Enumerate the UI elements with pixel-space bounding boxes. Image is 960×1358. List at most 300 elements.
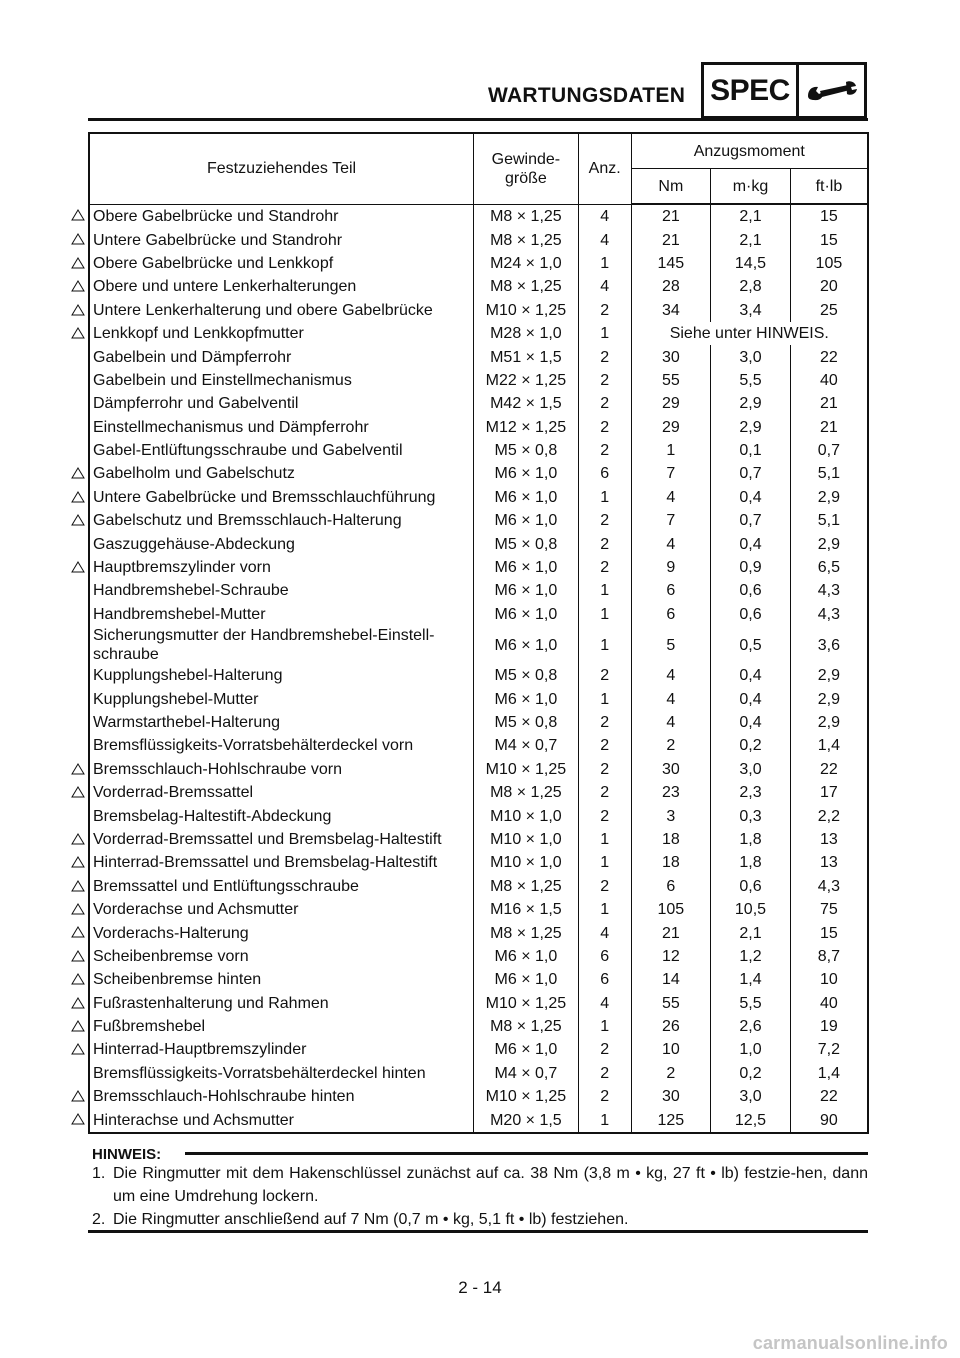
cell-qty: 2 [578, 1062, 631, 1085]
cell-part: Vorderachs-Halterung [89, 921, 474, 944]
cell-thread: M10 × 1,25 [474, 299, 579, 322]
cell-mkg: 1,4 [711, 968, 791, 991]
cell-part: Untere Lenkerhalterung und obere Gabelbrücke [89, 299, 474, 322]
cell-thread: M24 × 1,0 [474, 252, 579, 275]
cell-qty: 4 [578, 204, 631, 228]
table-row [89, 898, 868, 921]
cell-part: Bremsflüssigkeits-Vorratsbehälterdeckel hinten [89, 1062, 474, 1085]
cell-thread: M22 × 1,25 [474, 369, 579, 392]
cell-thread: M4 × 0,7 [474, 1062, 579, 1085]
cell-qty: 2 [578, 875, 631, 898]
cell-mkg: 0,4 [711, 486, 791, 509]
table-row [89, 851, 868, 874]
header-qty: Anz. [578, 133, 631, 204]
cell-part: Scheibenbremse vorn [89, 945, 474, 968]
table-row [89, 921, 868, 944]
table-row [89, 711, 868, 734]
cell-ftlb: 22 [790, 758, 868, 781]
table-row [89, 804, 868, 827]
cell-nm: 7 [631, 462, 711, 485]
cell-nm: 145 [631, 252, 711, 275]
cell-nm: 29 [631, 392, 711, 415]
spec-label: SPEC [704, 65, 799, 116]
cell-mkg: 2,6 [711, 1015, 791, 1038]
cell-qty: 4 [578, 921, 631, 944]
cell-qty: 4 [578, 228, 631, 251]
warning-triangle-icon [71, 327, 85, 339]
cell-mkg: 5,5 [711, 992, 791, 1015]
header-torque: Anzugsmoment [631, 133, 868, 169]
cell-ftlb: 1,4 [790, 1062, 868, 1085]
table-row [89, 579, 868, 602]
cell-mkg: 2,8 [711, 275, 791, 298]
cell-mkg: 5,5 [711, 369, 791, 392]
table-row [89, 228, 868, 251]
cell-ftlb: 22 [790, 1085, 868, 1108]
cell-mkg: 0,6 [711, 579, 791, 602]
cell-nm: 34 [631, 299, 711, 322]
cell-thread: M8 × 1,25 [474, 1015, 579, 1038]
cell-qty: 1 [578, 579, 631, 602]
cell-nm: 5 [631, 626, 711, 664]
cell-qty: 2 [578, 439, 631, 462]
cell-part: Sicherungsmutter der Handbremshebel-Einstell-schraube [89, 626, 474, 664]
table-row [89, 875, 868, 898]
cell-nm: 105 [631, 898, 711, 921]
header-rule [88, 118, 868, 121]
table-row [89, 828, 868, 851]
cell-qty: 6 [578, 968, 631, 991]
cell-ftlb: 2,2 [790, 804, 868, 827]
bottom-rule [88, 1230, 868, 1233]
cell-ftlb: 7,2 [790, 1038, 868, 1061]
cell-qty: 6 [578, 945, 631, 968]
cell-qty: 2 [578, 781, 631, 804]
cell-part: Warmstarthebel-Halterung [89, 711, 474, 734]
cell-nm: 125 [631, 1108, 711, 1132]
warning-triangle-icon [71, 514, 85, 526]
cell-nm: 4 [631, 711, 711, 734]
warning-triangle-icon [71, 763, 85, 775]
cell-thread: M8 × 1,25 [474, 275, 579, 298]
table-row [89, 664, 868, 687]
cell-part: Gabelholm und Gabelschutz [89, 462, 474, 485]
warning-triangle-icon [71, 973, 85, 985]
table-row [89, 532, 868, 555]
cell-nm: 2 [631, 734, 711, 757]
cell-part: Obere und untere Lenkerhalterungen [89, 275, 474, 298]
table-row [89, 1015, 868, 1038]
cell-ftlb: 21 [790, 416, 868, 439]
cell-qty: 2 [578, 1038, 631, 1061]
cell-thread: M5 × 0,8 [474, 664, 579, 687]
cell-part: Bremsflüssigkeits-Vorratsbehälterdeckel vorn [89, 734, 474, 757]
cell-ftlb: 40 [790, 369, 868, 392]
cell-mkg: 0,4 [711, 532, 791, 555]
cell-ftlb: 2,9 [790, 711, 868, 734]
header-ftlb: ft·lb [790, 169, 868, 205]
cell-part: Gabel-Entlüftungsschraube und Gabelventil [89, 439, 474, 462]
cell-qty: 6 [578, 462, 631, 485]
cell-thread: M8 × 1,25 [474, 875, 579, 898]
warning-triangle-icon [71, 926, 85, 938]
cell-qty: 1 [578, 1108, 631, 1132]
cell-mkg: 0,6 [711, 603, 791, 626]
cell-nm: 55 [631, 992, 711, 1015]
warning-triangle-icon [71, 786, 85, 798]
spec-badge [701, 62, 867, 119]
table-row [89, 252, 868, 275]
cell-thread: M10 × 1,0 [474, 828, 579, 851]
cell-nm: 3 [631, 804, 711, 827]
table-row [89, 992, 868, 1015]
table-row [89, 758, 868, 781]
cell-mkg: 2,9 [711, 392, 791, 415]
cell-part: Gabelbein und Einstellmechanismus [89, 369, 474, 392]
table-row [89, 734, 868, 757]
watermark: carmanualsonline.info [752, 1333, 948, 1353]
cell-part: Gabelschutz und Bremsschlauch-Halterung [89, 509, 474, 532]
cell-thread: M6 × 1,0 [474, 556, 579, 579]
note-number: 2. [92, 1211, 106, 1228]
cell-part: Untere Gabelbrücke und Bremsschlauchführung [89, 486, 474, 509]
warning-triangle-icon [71, 950, 85, 962]
cell-nm: 4 [631, 532, 711, 555]
cell-ftlb: 8,7 [790, 945, 868, 968]
cell-ftlb: 5,1 [790, 509, 868, 532]
cell-part: Gaszuggehäuse-Abdeckung [89, 532, 474, 555]
table-row [89, 1038, 868, 1061]
cell-part: Untere Gabelbrücke und Standrohr [89, 228, 474, 251]
cell-thread: M5 × 0,8 [474, 711, 579, 734]
cell-nm: 18 [631, 828, 711, 851]
cell-qty: 2 [578, 1085, 631, 1108]
cell-mkg: 3,0 [711, 345, 791, 368]
cell-thread: M6 × 1,0 [474, 968, 579, 991]
cell-ftlb: 15 [790, 228, 868, 251]
cell-nm: 1 [631, 439, 711, 462]
cell-ftlb: 75 [790, 898, 868, 921]
cell-nm: 10 [631, 1038, 711, 1061]
cell-part: Fußbremshebel [89, 1015, 474, 1038]
cell-qty: 2 [578, 758, 631, 781]
cell-ftlb: 105 [790, 252, 868, 275]
cell-mkg: 12,5 [711, 1108, 791, 1132]
cell-mkg: 0,3 [711, 804, 791, 827]
cell-part: Scheibenbremse hinten [89, 968, 474, 991]
cell-part: Hinterachse und Achsmutter [89, 1108, 474, 1132]
cell-thread: M6 × 1,0 [474, 687, 579, 710]
cell-part: Einstellmechanismus und Dämpferrohr [89, 416, 474, 439]
cell-ftlb: 21 [790, 392, 868, 415]
cell-nm: 21 [631, 228, 711, 251]
warning-triangle-icon [71, 280, 85, 292]
warning-triangle-icon [71, 880, 85, 892]
cell-nm: 55 [631, 369, 711, 392]
warning-triangle-icon [71, 997, 85, 1009]
cell-part: Kupplungshebel-Halterung [89, 664, 474, 687]
hinweis-label: HINWEIS: [92, 1146, 162, 1163]
warning-triangle-icon [71, 833, 85, 845]
cell-nm: 6 [631, 579, 711, 602]
table-row [89, 1085, 868, 1108]
cell-ftlb: 13 [790, 828, 868, 851]
cell-nm: 14 [631, 968, 711, 991]
cell-nm: 2 [631, 1062, 711, 1085]
cell-nm: 30 [631, 1085, 711, 1108]
header-part: Festzuziehendes Teil [89, 133, 474, 204]
page-number: 2 - 14 [458, 1278, 502, 1297]
cell-thread: M5 × 0,8 [474, 439, 579, 462]
cell-qty: 2 [578, 556, 631, 579]
cell-part: Dämpferrohr und Gabelventil [89, 392, 474, 415]
cell-ftlb: 6,5 [790, 556, 868, 579]
cell-mkg: 0,1 [711, 439, 791, 462]
cell-mkg: 2,1 [711, 228, 791, 251]
cell-part: Bremsbelag-Haltestift-Abdeckung [89, 804, 474, 827]
table-row [89, 416, 868, 439]
table-row [89, 687, 868, 710]
cell-qty: 1 [578, 851, 631, 874]
cell-thread: M10 × 1,25 [474, 758, 579, 781]
cell-ftlb: 15 [790, 921, 868, 944]
cell-mkg: 3,0 [711, 1085, 791, 1108]
cell-ftlb: 15 [790, 204, 868, 228]
cell-part: Bremsschlauch-Hohlschraube vorn [89, 758, 474, 781]
header-mkg: m·kg [711, 169, 791, 205]
cell-qty: 4 [578, 275, 631, 298]
table-row [89, 626, 868, 664]
cell-nm: 29 [631, 416, 711, 439]
cell-qty: 2 [578, 416, 631, 439]
cell-thread: M8 × 1,25 [474, 204, 579, 228]
cell-mkg: 2,3 [711, 781, 791, 804]
cell-part: Lenkkopf und Lenkkopfmutter [89, 322, 474, 345]
cell-qty: 2 [578, 532, 631, 555]
cell-qty: 2 [578, 392, 631, 415]
cell-qty: 1 [578, 486, 631, 509]
cell-qty: 1 [578, 626, 631, 664]
cell-mkg: 0,4 [711, 664, 791, 687]
cell-thread: M16 × 1,5 [474, 898, 579, 921]
cell-mkg: 1,2 [711, 945, 791, 968]
cell-part: Vorderachse und Achsmutter [89, 898, 474, 921]
cell-thread: M6 × 1,0 [474, 603, 579, 626]
cell-thread: M6 × 1,0 [474, 626, 579, 664]
cell-nm: 30 [631, 758, 711, 781]
table-row [89, 509, 868, 532]
cell-thread: M8 × 1,25 [474, 921, 579, 944]
cell-mkg: 0,2 [711, 1062, 791, 1085]
cell-part: Hinterrad-Bremssattel und Bremsbelag-Haltestift [89, 851, 474, 874]
cell-ftlb: 22 [790, 345, 868, 368]
table-row [89, 1108, 868, 1132]
cell-qty: 2 [578, 369, 631, 392]
cell-mkg: 3,4 [711, 299, 791, 322]
cell-ftlb: 13 [790, 851, 868, 874]
cell-ftlb: 1,4 [790, 734, 868, 757]
cell-part: Handbremshebel-Schraube [89, 579, 474, 602]
cell-mkg: 0,5 [711, 626, 791, 664]
cell-nm: 6 [631, 875, 711, 898]
warning-triangle-icon [71, 1090, 85, 1102]
table-row [89, 486, 868, 509]
page-title: WARTUNGSDATEN [488, 84, 686, 107]
cell-thread: M6 × 1,0 [474, 486, 579, 509]
table-row [89, 392, 868, 415]
cell-thread: M6 × 1,0 [474, 1038, 579, 1061]
warning-triangle-icon [71, 209, 85, 221]
cell-part: Hinterrad-Hauptbremszylinder [89, 1038, 474, 1061]
cell-ftlb: 2,9 [790, 664, 868, 687]
cell-part: Vorderrad-Bremssattel und Bremsbelag-Haltestift [89, 828, 474, 851]
cell-mkg: 0,2 [711, 734, 791, 757]
cell-mkg: 0,4 [711, 711, 791, 734]
cell-ftlb: 10 [790, 968, 868, 991]
cell-nm: 23 [631, 781, 711, 804]
cell-nm: 9 [631, 556, 711, 579]
header-nm: Nm [631, 169, 711, 205]
cell-nm: 4 [631, 664, 711, 687]
cell-ftlb: 0,7 [790, 439, 868, 462]
cell-qty: 1 [578, 603, 631, 626]
table-row [89, 1062, 868, 1085]
table-row [89, 204, 868, 228]
table-row [89, 369, 868, 392]
cell-thread: M10 × 1,0 [474, 851, 579, 874]
cell-part: Obere Gabelbrücke und Standrohr [89, 204, 474, 228]
cell-ftlb: 4,3 [790, 603, 868, 626]
note-number: 1. [92, 1165, 106, 1182]
cell-qty: 1 [578, 252, 631, 275]
cell-thread: M6 × 1,0 [474, 579, 579, 602]
table-row [89, 781, 868, 804]
cell-ftlb: 4,3 [790, 875, 868, 898]
cell-qty: 1 [578, 1015, 631, 1038]
hinweis-rule [185, 1152, 868, 1155]
cell-qty: 1 [578, 828, 631, 851]
cell-ftlb: 40 [790, 992, 868, 1015]
cell-qty: 2 [578, 734, 631, 757]
cell-ftlb: 4,3 [790, 579, 868, 602]
note-text: Die Ringmutter anschließend auf 7 Nm (0,7 m • kg, 5,1 ft • lb) festziehen. [113, 1211, 629, 1228]
warning-triangle-icon [71, 1113, 85, 1125]
table-row [89, 968, 868, 991]
cell-part: Obere Gabelbrücke und Lenkkopf [89, 252, 474, 275]
warning-triangle-icon [71, 491, 85, 503]
cell-mkg: 1,8 [711, 851, 791, 874]
cell-thread: M8 × 1,25 [474, 781, 579, 804]
cell-part: Kupplungshebel-Mutter [89, 687, 474, 710]
table-row [89, 462, 868, 485]
cell-note: Siehe unter HINWEIS. [631, 322, 868, 345]
torque-table [88, 132, 869, 1134]
warning-triangle-icon [71, 561, 85, 573]
cell-nm: 7 [631, 509, 711, 532]
table-row [89, 299, 868, 322]
cell-ftlb: 5,1 [790, 462, 868, 485]
cell-nm: 12 [631, 945, 711, 968]
cell-mkg: 0,7 [711, 509, 791, 532]
cell-thread: M28 × 1,0 [474, 322, 579, 345]
cell-mkg: 1,8 [711, 828, 791, 851]
cell-nm: 4 [631, 486, 711, 509]
cell-mkg: 0,4 [711, 687, 791, 710]
table-row [89, 945, 868, 968]
cell-mkg: 10,5 [711, 898, 791, 921]
cell-mkg: 0,9 [711, 556, 791, 579]
cell-mkg: 0,7 [711, 462, 791, 485]
cell-nm: 4 [631, 687, 711, 710]
cell-thread: M10 × 1,25 [474, 992, 579, 1015]
cell-mkg: 2,1 [711, 204, 791, 228]
cell-mkg: 2,1 [711, 921, 791, 944]
cell-nm: 18 [631, 851, 711, 874]
cell-part: Gabelbein und Dämpferrohr [89, 345, 474, 368]
cell-part: Bremsschlauch-Hohlschraube hinten [89, 1085, 474, 1108]
cell-part: Hauptbremszylinder vorn [89, 556, 474, 579]
cell-ftlb: 17 [790, 781, 868, 804]
cell-qty: 1 [578, 898, 631, 921]
cell-ftlb: 3,6 [790, 626, 868, 664]
cell-thread: M6 × 1,0 [474, 462, 579, 485]
cell-ftlb: 2,9 [790, 532, 868, 555]
cell-qty: 2 [578, 299, 631, 322]
table-row [89, 603, 868, 626]
cell-mkg: 1,0 [711, 1038, 791, 1061]
cell-thread: M6 × 1,0 [474, 945, 579, 968]
header-thread: Gewinde- größe [474, 133, 579, 204]
cell-qty: 2 [578, 804, 631, 827]
cell-ftlb: 19 [790, 1015, 868, 1038]
cell-qty: 2 [578, 711, 631, 734]
cell-nm: 26 [631, 1015, 711, 1038]
hinweis-notes [92, 1162, 868, 1231]
warning-triangle-icon [71, 1043, 85, 1055]
warning-triangle-icon [71, 304, 85, 316]
warning-triangle-icon [71, 257, 85, 269]
cell-qty: 2 [578, 509, 631, 532]
note-text: Die Ringmutter mit dem Hakenschlüssel zunächst auf ca. 38 Nm (3,8 m • kg, 27 ft • lb) festzie-hen, dann um eine Umdrehung lockern. [113, 1165, 868, 1205]
cell-thread: M12 × 1,25 [474, 416, 579, 439]
cell-thread: M6 × 1,0 [474, 509, 579, 532]
table-row [89, 556, 868, 579]
cell-qty: 2 [578, 664, 631, 687]
cell-thread: M5 × 0,8 [474, 532, 579, 555]
cell-qty: 4 [578, 992, 631, 1015]
warning-triangle-icon [71, 233, 85, 245]
cell-nm: 6 [631, 603, 711, 626]
cell-nm: 28 [631, 275, 711, 298]
warning-triangle-icon [71, 467, 85, 479]
cell-part: Fußrastenhalterung und Rahmen [89, 992, 474, 1015]
cell-nm: 21 [631, 921, 711, 944]
cell-qty: 1 [578, 687, 631, 710]
note-item [92, 1208, 868, 1231]
cell-qty: 1 [578, 322, 631, 345]
cell-mkg: 2,9 [711, 416, 791, 439]
cell-thread: M10 × 1,25 [474, 1085, 579, 1108]
cell-thread: M42 × 1,5 [474, 392, 579, 415]
cell-part: Handbremshebel-Mutter [89, 603, 474, 626]
warning-triangle-icon [71, 1020, 85, 1032]
table-body [89, 204, 868, 1133]
cell-part: Bremssattel und Entlüftungsschraube [89, 875, 474, 898]
table-row [89, 439, 868, 462]
wrench-icon [799, 65, 864, 116]
cell-mkg: 3,0 [711, 758, 791, 781]
cell-ftlb: 25 [790, 299, 868, 322]
